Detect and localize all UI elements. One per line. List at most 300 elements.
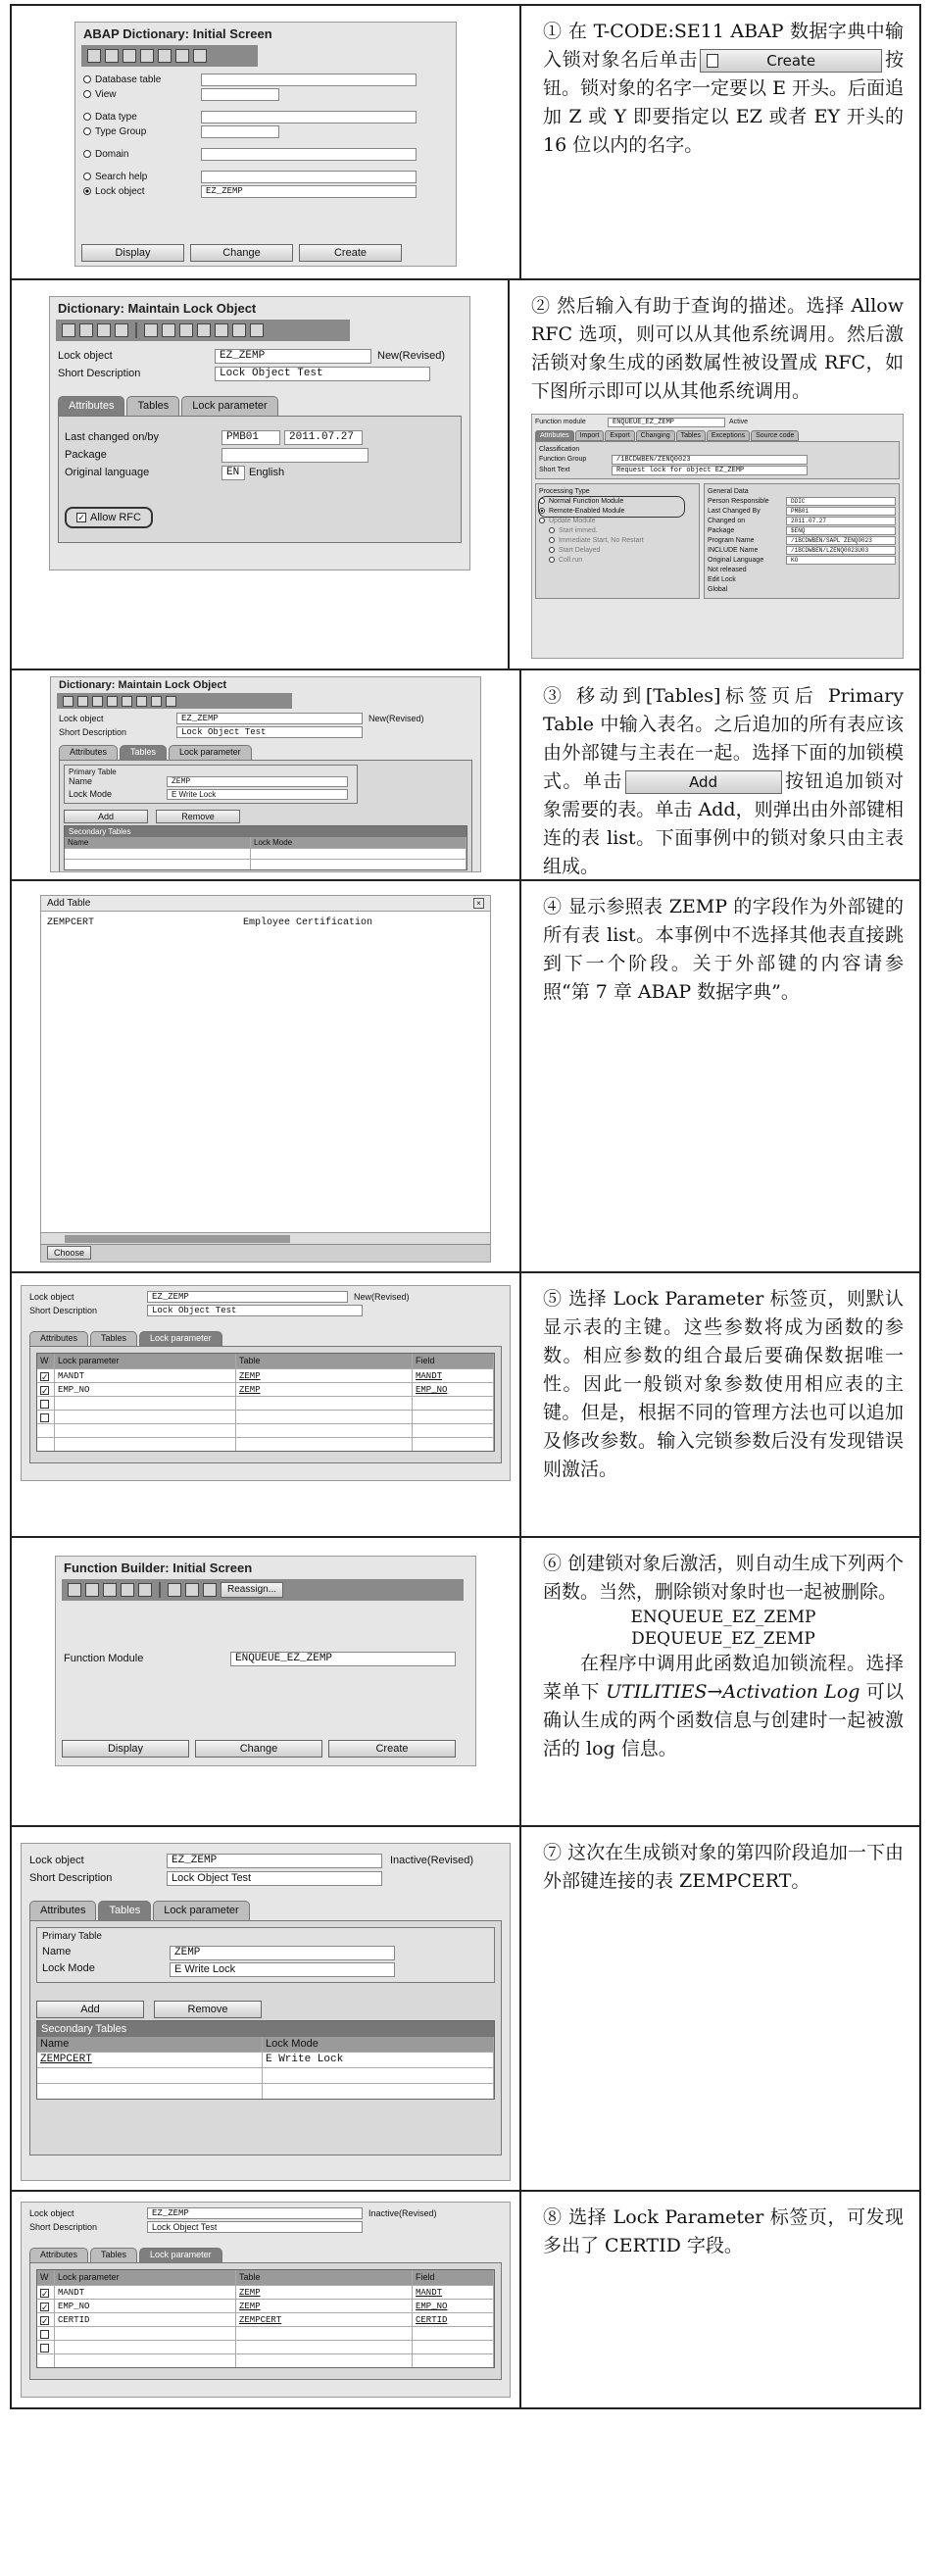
table-row[interactable]	[37, 2299, 494, 2312]
lock-object-field[interactable]: EZ_ZEMP	[167, 1854, 382, 1868]
table-row[interactable]	[37, 2312, 494, 2326]
lock-object-label: Lock object	[29, 1855, 84, 1866]
step-text: 按钮。锁对象的名字一定要以 E 开头。后面追加 Z 或 Y 即要指定以 EZ 或者 EY 开头的 16 位以内的名字。	[543, 49, 904, 156]
choose-button[interactable]: Choose	[47, 1246, 91, 1260]
grid-cell	[55, 2341, 236, 2353]
toolbar-icon[interactable]	[103, 1583, 117, 1597]
general-data-row	[708, 517, 896, 526]
screenshot-cell	[12, 881, 521, 1271]
lock-object-field[interactable]: EZ_ZEMP	[147, 1291, 348, 1303]
toolbar-icon[interactable]	[107, 696, 118, 707]
lock-mode-label: Lock Mode	[69, 789, 113, 799]
toolbar-icon[interactable]	[185, 1583, 199, 1597]
general-data-row	[708, 507, 896, 517]
add-button[interactable]: Add	[36, 2001, 144, 2018]
object-type-option	[75, 184, 456, 199]
package-label: Package	[65, 449, 107, 461]
table-row[interactable]	[37, 1396, 494, 1410]
classification-heading: Classification	[539, 446, 580, 453]
radio-button[interactable]	[83, 127, 91, 135]
step-row-4	[12, 881, 919, 1273]
toolbar-icon[interactable]	[197, 323, 211, 337]
table-row[interactable]	[37, 2083, 494, 2099]
processing-type-option[interactable]	[539, 517, 696, 526]
primary-table-heading: Primary Table	[42, 1931, 102, 1942]
short-description-label: Short Description	[29, 2222, 98, 2232]
col-lock-parameter: Lock parameter	[55, 1354, 236, 1368]
radio-button[interactable]	[83, 150, 91, 158]
short-text-field: Request lock for object EZ_ZEMP	[612, 466, 808, 475]
table-row[interactable]	[37, 1423, 494, 1437]
tab-attributes[interactable]: Attributes	[29, 1331, 88, 1346]
table-row[interactable]	[37, 1410, 494, 1423]
toolbar-icon[interactable]	[63, 696, 74, 707]
function-module-field[interactable]: ENQUEUE_EZ_ZEMP	[230, 1652, 456, 1666]
tab-lock-parameter[interactable]: Lock parameter	[139, 1331, 222, 1346]
table-cell[interactable]: ZEMP	[236, 1369, 413, 1382]
lock-parameter-grid	[36, 2269, 495, 2368]
tab-attributes[interactable]: Attributes	[59, 745, 118, 760]
screenshot-cell	[12, 6, 521, 278]
original-language-label: Original language	[65, 467, 150, 478]
object-name-input[interactable]: EZ_ZEMP	[201, 185, 417, 198]
tab-strip	[29, 2248, 502, 2262]
col-field: Field	[413, 2270, 494, 2285]
tab-lock-parameter[interactable]: Lock parameter	[181, 396, 277, 416]
object-type-label[interactable]	[83, 149, 201, 160]
toolbar-icon[interactable]	[232, 323, 246, 337]
tab-attributes[interactable]: Attributes	[29, 1901, 96, 1920]
grid-cell	[37, 1397, 55, 1410]
table-cell[interactable]: ZEMP	[236, 1383, 413, 1396]
grid-cell	[263, 2084, 494, 2099]
table-row[interactable]	[37, 2340, 494, 2353]
short-description-field[interactable]: Lock Object Test	[176, 726, 363, 738]
radio-button[interactable]	[549, 547, 555, 553]
lock-object-row	[50, 347, 469, 365]
step-row-8	[12, 2192, 919, 2407]
tab-lock-parameter[interactable]: Lock parameter	[169, 745, 252, 760]
display-button[interactable]: Display	[81, 244, 184, 262]
table-row[interactable]	[37, 2353, 494, 2367]
toolbar-icon[interactable]	[144, 323, 158, 337]
processing-type-label: Immediate Start, No Restart	[559, 537, 644, 544]
object-name-input[interactable]	[201, 125, 279, 138]
parameter-checkbox[interactable]: ✓	[41, 1386, 49, 1396]
object-type-option	[75, 73, 456, 87]
tab-attributes[interactable]: Attributes	[29, 2248, 88, 2262]
screenshot-cell	[12, 670, 521, 879]
step-text: ⑥ 创建锁对象后激活，则自动生成下列两个函数。当然，删除锁对象时也一起被删除。	[543, 1553, 904, 1603]
toolbar-icon[interactable]	[85, 1583, 99, 1597]
field-cell[interactable]: MANDT	[413, 1369, 494, 1382]
name-label: Name	[42, 1946, 72, 1957]
change-button[interactable]: Change	[195, 1740, 322, 1758]
col-lock-mode: Lock Mode	[263, 2037, 494, 2052]
toolbar-icon[interactable]	[175, 49, 189, 63]
grid-cell	[55, 1438, 236, 1451]
table-row[interactable]	[37, 2326, 494, 2340]
parameter-checkbox[interactable]: ✓	[41, 2289, 49, 2299]
table-row[interactable]	[65, 859, 466, 869]
table-list-row[interactable]	[41, 912, 490, 934]
toolbar-icon[interactable]	[121, 1583, 134, 1597]
toolbar-icon[interactable]	[136, 696, 147, 707]
lock-object-field[interactable]: EZ_ZEMP	[147, 2207, 363, 2219]
tab-tables[interactable]: Tables	[126, 396, 179, 416]
short-description-row	[22, 1869, 510, 1887]
short-description-field[interactable]: Lock Object Test	[215, 367, 430, 381]
name-field[interactable]: ZEMP	[167, 776, 348, 787]
processing-type-option[interactable]	[539, 526, 696, 536]
tab-lock-parameter[interactable]: Lock parameter	[153, 1901, 249, 1920]
grid-cell	[37, 2341, 55, 2353]
short-description-field[interactable]: Lock Object Test	[167, 1871, 382, 1886]
description-cell	[521, 1827, 919, 2190]
grid-cell	[55, 1424, 236, 1437]
dialog-title: Add Table	[47, 898, 91, 909]
processing-type-heading: Processing Type	[539, 488, 590, 495]
last-changed-date: 2011.07.27	[284, 430, 363, 445]
object-type-label[interactable]	[83, 89, 201, 100]
fm-tab[interactable]: Export	[605, 430, 634, 441]
lock-object-row	[51, 712, 480, 725]
field-cell[interactable]: MANDT	[413, 2286, 494, 2299]
last-changed-user: PMB01	[221, 430, 280, 445]
grid-cell	[65, 849, 251, 859]
radio-button[interactable]	[83, 75, 91, 83]
object-type-option	[75, 110, 456, 124]
radio-button[interactable]	[83, 113, 91, 121]
screenshot-cell	[12, 1827, 521, 2190]
table-cell[interactable]: ZEMPCERT	[236, 2313, 413, 2326]
general-data-heading: General Data	[708, 488, 749, 495]
tab-strip	[59, 745, 472, 760]
toolbar-icon[interactable]	[87, 49, 101, 63]
general-data-key: Edit Lock	[708, 576, 736, 583]
tab-tables[interactable]: Tables	[98, 1901, 151, 1920]
horizontal-scrollbar[interactable]	[41, 1232, 490, 1244]
processing-type-label: Start Delayed	[559, 547, 601, 554]
grid-cell	[37, 1383, 55, 1396]
toolbar-separator	[159, 1582, 161, 1598]
short-description-field[interactable]: Lock Object Test	[147, 1305, 363, 1316]
toolbar-icon[interactable]	[68, 1583, 81, 1597]
lock-object-label: Lock object	[29, 1292, 74, 1302]
package-field[interactable]	[221, 448, 368, 463]
primary-table-group	[36, 1927, 495, 1983]
name-row	[42, 1946, 489, 1962]
lock-object-row	[22, 2206, 510, 2220]
parameter-checkbox[interactable]: ✓	[41, 2303, 49, 2312]
object-name-input[interactable]	[201, 88, 279, 101]
radio-button[interactable]	[83, 173, 91, 180]
processing-type-option[interactable]	[539, 556, 696, 566]
object-name-input[interactable]	[201, 74, 417, 86]
add-button[interactable]: Add	[64, 810, 148, 823]
grid-cell	[37, 1411, 55, 1423]
action-bar	[81, 244, 450, 262]
field-cell[interactable]: EMP_NO	[413, 1383, 494, 1396]
toolbar-icon[interactable]	[203, 1583, 217, 1597]
radio-label: Data type	[95, 112, 137, 123]
toolbar-icon[interactable]	[79, 323, 93, 337]
toolbar-icon[interactable]	[193, 49, 207, 63]
lock-object-label: Lock object	[29, 2208, 74, 2218]
description-cell	[521, 6, 919, 278]
grid-cell	[37, 2313, 55, 2326]
lock-object-label: Lock object	[58, 350, 113, 362]
col-table: Table	[236, 1354, 413, 1368]
description-cell	[510, 280, 919, 669]
tab-strip	[58, 396, 462, 416]
tables-panel	[29, 1920, 502, 2155]
processing-type-label: Remote-Enabled Module	[549, 508, 625, 515]
add-button-image	[625, 770, 782, 794]
table-row[interactable]	[37, 2052, 494, 2067]
object-name-input[interactable]	[201, 171, 417, 183]
toolbar-icon[interactable]	[123, 49, 136, 63]
toolbar-icon[interactable]	[140, 49, 154, 63]
name-label: Name	[69, 776, 93, 786]
lock-object-field[interactable]: EZ_ZEMP	[215, 349, 371, 364]
toolbar-icon[interactable]	[138, 1583, 152, 1597]
step-text: ③ 移动到[Tables]标签页后 Primary Table 中输入表名。之后追加的所有表应该由外部键与主表在一起。选择下面的加锁模式。单击	[543, 685, 904, 792]
general-data-row	[708, 585, 896, 595]
general-data-value: KO	[786, 556, 896, 565]
toolbar-icon[interactable]	[92, 696, 103, 707]
general-data-key: Changed on	[708, 518, 746, 524]
secondary-tables-heading: Secondary Tables	[65, 826, 466, 837]
create-button[interactable]: Create	[328, 1740, 456, 1758]
reassign-button[interactable]: Reassign...	[221, 1582, 283, 1598]
general-data-row	[708, 546, 896, 556]
grid-cell	[37, 2354, 55, 2367]
last-changed-label: Last changed on/by	[65, 431, 160, 443]
processing-type-option[interactable]	[539, 546, 696, 556]
step-text: 按钮追加锁对象需要的表。单击 Add，则弹出由外部键相连的表 list。下面事例中的锁对象只由主表组成。	[543, 770, 904, 877]
tab-lock-parameter[interactable]: Lock parameter	[139, 2248, 222, 2262]
status-text: Inactive(Revised)	[368, 2208, 437, 2218]
grid-cell	[251, 849, 466, 859]
short-description-label: Short Description	[29, 1872, 113, 1884]
general-data-key: Package	[708, 527, 735, 534]
parameter-checkbox[interactable]: ✓	[41, 2316, 49, 2326]
processing-type-panel	[535, 483, 700, 599]
table-name: ZEMPCERT	[47, 917, 95, 928]
tab-tables[interactable]: Tables	[90, 1331, 137, 1346]
object-type-label[interactable]	[83, 186, 201, 197]
toolbar-icon[interactable]	[62, 323, 75, 337]
toolbar-icon[interactable]	[168, 1583, 181, 1597]
lock-mode-row	[42, 1962, 489, 1979]
object-type-label[interactable]	[83, 172, 201, 182]
grid-cell	[37, 2286, 55, 2299]
description-cell	[521, 881, 919, 1271]
radio-button[interactable]	[539, 518, 545, 523]
object-type-option	[75, 147, 456, 162]
grid-cell	[37, 2300, 55, 2312]
change-button[interactable]: Change	[190, 244, 293, 262]
toolbar-icon[interactable]	[122, 696, 132, 707]
step-text: 在程序中调用此函数追加锁流程。选择菜单下	[543, 1653, 904, 1703]
fm-field: ENQUEUE_EZ_ZEMP	[608, 418, 725, 427]
toolbar-icon[interactable]	[105, 49, 119, 63]
step-row-3	[12, 670, 919, 881]
fm-tab[interactable]: Import	[575, 430, 605, 441]
fm-bottom	[535, 483, 900, 599]
toolbar-icon[interactable]	[250, 323, 264, 337]
grid-cell	[55, 1397, 236, 1410]
grid-cell	[236, 1397, 413, 1410]
last-changed-row	[65, 428, 455, 446]
remove-button[interactable]: Remove	[154, 2001, 262, 2018]
table-row[interactable]	[37, 1382, 494, 1396]
display-button[interactable]: Display	[62, 1740, 189, 1758]
grid-cell	[37, 2084, 263, 2099]
maintain-lock-object-attributes	[49, 296, 470, 570]
radio-button[interactable]	[83, 187, 91, 195]
table-cell[interactable]: ZEMP	[236, 2286, 413, 2299]
short-description-field[interactable]: Lock Object Test	[147, 2221, 363, 2233]
toolbar-icon[interactable]	[77, 696, 88, 707]
toolbar-icon[interactable]	[162, 323, 175, 337]
toolbar-icon[interactable]	[97, 323, 111, 337]
function-module-label: Function Module	[64, 1653, 144, 1664]
radio-button[interactable]	[549, 537, 555, 543]
fm-tab[interactable]: Attributes	[535, 430, 574, 441]
general-data-value: 2011.07.27	[786, 517, 896, 525]
lock-parameter-cell: EMP_NO	[55, 2300, 236, 2312]
toolbar-icon[interactable]	[115, 323, 128, 337]
fm-label: Function module	[535, 419, 586, 425]
lock-mode-row	[69, 789, 353, 801]
field-cell[interactable]: EMP_NO	[413, 2300, 494, 2312]
rfc-highlight	[538, 496, 685, 518]
fm-tab[interactable]: Tables	[676, 430, 706, 441]
tab-tables[interactable]: Tables	[120, 745, 167, 760]
object-type-label[interactable]	[83, 112, 201, 123]
fm-tab[interactable]: Source code	[751, 430, 799, 441]
screen-title: Dictionary: Maintain Lock Object	[59, 679, 227, 691]
object-type-label[interactable]	[83, 74, 201, 85]
step-row-2	[12, 280, 919, 670]
parameter-checkbox[interactable]	[40, 2330, 49, 2339]
step-row-5	[12, 1273, 919, 1538]
fm-header	[532, 415, 903, 430]
lock-object-field[interactable]: EZ_ZEMP	[176, 713, 363, 724]
table-row[interactable]	[65, 848, 466, 859]
status-text: New(Revised)	[377, 350, 446, 362]
lock-parameter-screen-revised	[21, 2202, 511, 2398]
field-cell[interactable]: CERTID	[413, 2313, 494, 2326]
radio-button[interactable]	[549, 527, 555, 533]
lock-parameter-panel	[29, 1346, 502, 1463]
fm-tab[interactable]: Exceptions	[707, 430, 750, 441]
table-row[interactable]	[37, 1368, 494, 1382]
remove-button[interactable]: Remove	[156, 810, 240, 823]
grid-cell	[37, 1424, 55, 1437]
object-type-label[interactable]	[83, 126, 201, 137]
screen-title: ABAP Dictionary: Initial Screen	[83, 26, 272, 41]
toolbar-icon[interactable]	[215, 323, 228, 337]
description-cell	[521, 1273, 919, 1536]
radio-button[interactable]	[83, 90, 91, 98]
grid-cell	[236, 1438, 413, 1451]
parameter-checkbox[interactable]: ✓	[41, 1372, 49, 1382]
object-type-option	[75, 87, 456, 102]
name-field[interactable]: ZEMP	[170, 1946, 395, 1960]
tab-tables[interactable]: Tables	[90, 2248, 137, 2262]
table-actions	[36, 2001, 495, 2018]
function-name: ENQUEUE_EZ_ZEMP	[630, 1608, 816, 1627]
create-button[interactable]: Create	[299, 244, 402, 262]
grid-cell	[413, 1411, 494, 1423]
toolbar-icon[interactable]	[166, 696, 176, 707]
col-field: Field	[413, 1354, 494, 1368]
toolbar	[81, 45, 258, 67]
table-row[interactable]	[37, 2285, 494, 2299]
grid-cell	[55, 2354, 236, 2367]
description-cell	[521, 1538, 919, 1825]
toolbar-icon[interactable]	[158, 49, 172, 63]
table-row[interactable]	[37, 2067, 494, 2083]
table-row[interactable]	[37, 1437, 494, 1451]
allow-rfc-checkbox[interactable]: ✓	[77, 513, 85, 523]
screenshot-cell	[12, 2192, 521, 2407]
general-data-value: /1BCDWBEN/SAPL ZENQ0023	[786, 536, 896, 545]
object-name-input[interactable]	[201, 148, 417, 161]
grid-cell	[263, 2068, 494, 2083]
grid-cell	[236, 2327, 413, 2340]
processing-type-label: Normal Function Module	[549, 498, 624, 505]
original-language-name: English	[249, 467, 285, 478]
lock-object-row	[22, 1852, 510, 1869]
general-data-row	[708, 556, 896, 566]
function-module-row	[56, 1650, 475, 1667]
package-row	[65, 446, 455, 464]
tab-strip	[29, 1331, 502, 1346]
function-group-label: Function Group	[539, 456, 587, 463]
grid-cell	[55, 2327, 236, 2340]
toolbar-icon[interactable]	[151, 696, 162, 707]
lock-mode-select[interactable]: E Write Lock	[170, 1962, 395, 1977]
action-bar	[62, 1740, 469, 1758]
step-text: ⑤ 选择 Lock Parameter 标签页，则默认显示表的主键。这些参数将成为函数的参数。相应参数的组合最后要确保数据唯一性。因此一般锁对象参数使用相应表的主键。但是，根据不同的管理方法也可以追加及修改参数。输入完锁参数后没有发现错误则激活。	[543, 1288, 904, 1480]
grid-cell	[236, 2354, 413, 2367]
radio-button[interactable]	[549, 557, 555, 563]
tab-attributes[interactable]: Attributes	[58, 396, 124, 416]
parameter-checkbox[interactable]	[40, 2344, 49, 2353]
close-icon[interactable]: ×	[473, 898, 484, 909]
lock-mode-select[interactable]: E Write Lock	[167, 789, 348, 800]
step-row-6	[12, 1538, 919, 1827]
grid-cell	[236, 2341, 413, 2353]
menu-path: UTILITIES→Activation Log	[606, 1681, 860, 1703]
parameter-checkbox[interactable]	[40, 1413, 49, 1422]
processing-type-option[interactable]	[539, 536, 696, 546]
toolbar-icon[interactable]	[179, 323, 193, 337]
lock-parameter-cell: EMP_NO	[55, 1383, 236, 1396]
general-data-value: /1BCDWBEN/LZENQ0023U03	[786, 546, 896, 555]
grid-cell	[37, 1369, 55, 1382]
fm-tab[interactable]: Changing	[636, 430, 675, 441]
table-cell[interactable]: ZEMP	[236, 2300, 413, 2312]
scroll-thumb[interactable]	[65, 1235, 290, 1243]
toolbar	[57, 693, 292, 709]
parameter-checkbox[interactable]	[40, 1400, 49, 1409]
object-name-input[interactable]	[201, 111, 417, 124]
